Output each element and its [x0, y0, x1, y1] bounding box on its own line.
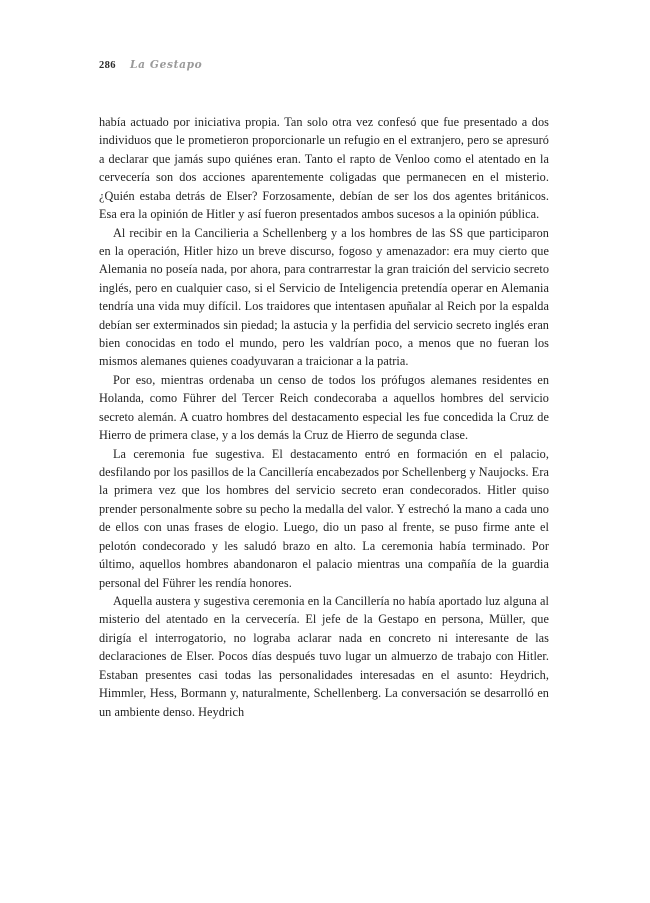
- running-title: La Gestapo: [129, 57, 203, 71]
- body-text-block: [99, 113, 549, 721]
- paragraph: había actuado por iniciativa propia. Tan solo otra vez confesó que fue presentado a dos individuos que le prometieron proporcionarle un refugio en el extranjero, pero se apresuró a declarar que jamás supo quiénes eran. Tanto el rapto de Venloo como el atentado en la cervecería son dos acciones aparentemente coligadas que permanecen en el misterio. ¿Quién estaba detrás de Elser? Forzosamente, debían de ser los dos agentes británicos. Esa era la opinión de Hitler y así fueron presentados ambos sucesos a la opinión pública.: [99, 115, 549, 222]
- running-head: [99, 57, 549, 73]
- paragraph: Por eso, mientras ordenaba un censo de todos los prófugos alemanes residentes en Holanda, como Führer del Tercer Reich condecoraba a aquellos hombres del servicio secreto alemán. A cuatro hombres del destacamento especial les fue concedida la Cruz de Hierro de primera clase, y a los demás la Cruz de Hierro de segunda clase.: [99, 372, 549, 443]
- page-number: 286: [99, 60, 116, 71]
- paragraph: Aquella austera y sugestiva ceremonia en la Cancillería no había aportado luz alguna al misterio del atentado en la cervecería. El jefe de la Gestapo en persona, Müller, que dirigía el interrogatorio, no lograba aclarar nada en concreto ni interesante de las declaraciones de Elser. Pocos días después tuvo lugar un almuerzo de trabajo con Hitler. Estaban presentes casi todas las personalidades interesadas en el asunto: Heydrich, Himmler, Hess, Bormann y, naturalmente, Schellenberg. La conversación se desarrolló en un ambiente denso. Heydrich: [99, 593, 549, 719]
- paragraph: Al recibir en la Cancilieria a Schellenberg y a los hombres de las SS que participaron en la operación, Hitler hizo un breve discurso, fogoso y amenazador: era muy cierto que Alemania no poseía nada, por ahora, para contrarrestar la gran traición del servicio secreto inglés, pero en cualquier caso, si el Servicio de Inteligencia pretendía operar en Alemania tendría una vida muy difícil. Los traidores que intentasen apuñalar al Reich por la espalda debían ser exterminados sin piedad; la astucia y la perfidia del servicio secreto inglés eran bien conocidas en todo el mundo, pero les valdrían poco, a menos que no fueran los mismos alemanes quienes coadyuvaran a traicionar a la patria.: [99, 225, 549, 369]
- paragraph: La ceremonia fue sugestiva. El destacamento entró en formación en el palacio, desfilando por los pasillos de la Cancillería encabezados por Schellenberg y Naujocks. Era la primera vez que los hombres del servicio secreto eran condecorados. Hitler quiso prender personalmente sobre su pecho la medalla del valor. Y estrechó la mano a cada uno de ellos con unas frases de elogio. Luego, dio un paso al frente, se puso firme ante el pelotón condecorado y les saludó brazo en alto. La ceremonia había terminado. Por último, aquellos hombres abandonaron el palacio mientras una compañía de la guardia personal del Führer les rendía honores.: [99, 446, 549, 590]
